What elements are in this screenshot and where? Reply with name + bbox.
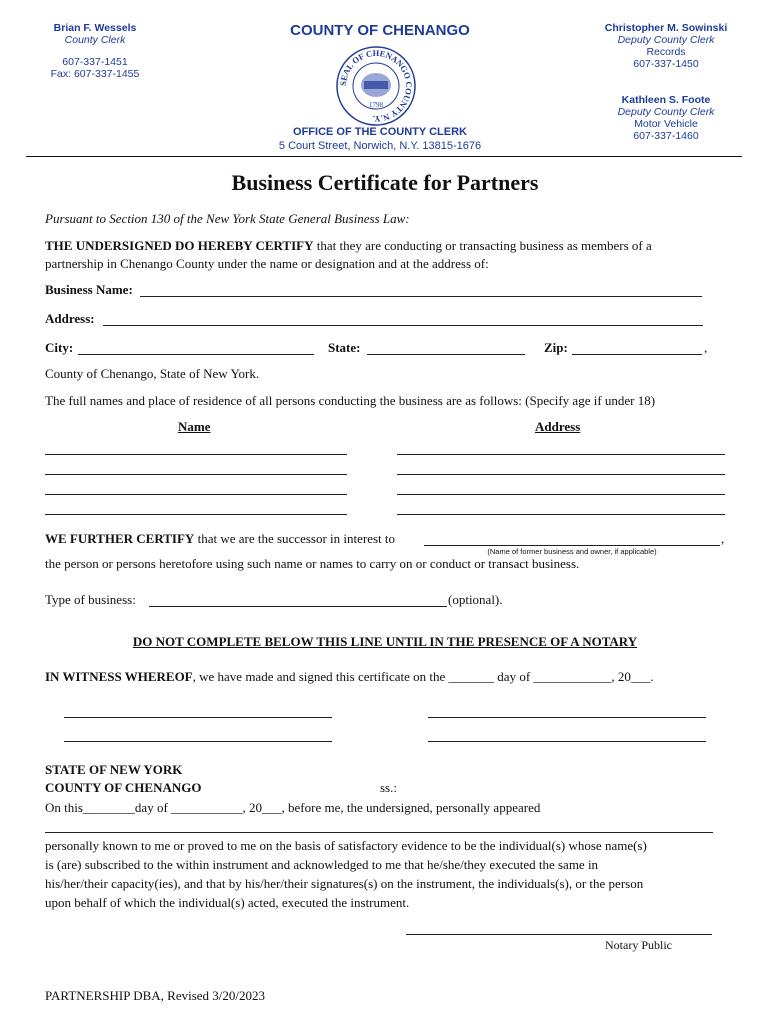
certify-rest: that they are conducting or transacting business as members of a <box>313 238 652 253</box>
state-field[interactable] <box>367 354 525 355</box>
notary-signature-field[interactable] <box>406 934 712 935</box>
office-block <box>240 125 520 153</box>
city-label: City: <box>45 340 74 355</box>
ss-text: ss.: <box>380 780 397 795</box>
former-business-field[interactable] <box>424 545 720 546</box>
partner-address-field[interactable] <box>397 514 725 515</box>
partner-address-field[interactable] <box>397 474 725 475</box>
deputy2-dept: Motor Vehicle <box>634 118 698 130</box>
business-name-field[interactable] <box>140 296 702 297</box>
partner-name-field[interactable] <box>45 454 347 455</box>
deputy1-title: Deputy County Clerk <box>617 34 715 46</box>
city-field[interactable] <box>78 354 314 355</box>
pursuant-text: Pursuant to Section 130 of the New York State General Business Law: <box>45 211 410 226</box>
partner-name-field[interactable] <box>45 494 347 495</box>
deputy1-dept: Records <box>646 46 686 58</box>
clerk-name: Brian F. Wessels <box>53 22 137 34</box>
zip-comma: , <box>704 340 708 355</box>
deputy1-phone: 607-337-1450 <box>633 58 699 70</box>
certify-bold: THE UNDERSIGNED DO HEREBY CERTIFY <box>45 238 314 253</box>
former-business-note: (Name of former business and owner, if applicable) <box>487 547 657 556</box>
county-state-text: County of Chenango, State of New York. <box>45 366 260 381</box>
partner-address-field[interactable] <box>397 494 725 495</box>
address-column-header: Address <box>535 419 581 434</box>
zip-label: Zip: <box>544 340 568 355</box>
certify-line2: partnership in Chenango County under the name or designation and at the address of: <box>45 256 489 271</box>
address-label: Address: <box>45 311 95 326</box>
seal-ring-text: SEAL OF CHENANGO COUNTY N.Y. <box>337 47 415 125</box>
county-heading-venue: COUNTY OF CHENANGO <box>45 780 202 795</box>
type-of-business-label: Type of business: <box>45 592 136 607</box>
type-optional-text: (optional). <box>448 592 503 607</box>
zip-field[interactable] <box>572 354 702 355</box>
clerk-fax: Fax: 607-337-1455 <box>50 68 140 80</box>
form-title: Business Certificate for Partners <box>231 170 539 195</box>
clerk-phone: 607-337-1451 <box>62 56 128 68</box>
deputy2-name: Kathleen S. Foote <box>621 94 711 106</box>
notary-public-label: Notary Public <box>605 938 672 952</box>
clerk-block <box>40 22 150 80</box>
seal-year: 1798 <box>369 101 383 109</box>
form-footer: PARTNERSHIP DBA, Revised 3/20/2023 <box>45 988 266 1003</box>
witness-text: IN WITNESS WHEREOF, we have made and signed this certificate on the _______ day of ____________, 20___. <box>45 669 654 684</box>
partner-address-field[interactable] <box>397 454 725 455</box>
type-of-business-field[interactable] <box>149 606 447 607</box>
deputy2-title: Deputy County Clerk <box>617 106 715 118</box>
business-name-label: Business Name: <box>45 282 133 297</box>
state-heading: STATE OF NEW YORK <box>45 762 183 777</box>
deputy-motor-block <box>598 94 734 142</box>
notary-warning: DO NOT COMPLETE BELOW THIS LINE UNTIL IN THE PRESENCE OF A NOTARY <box>132 634 638 649</box>
deputy-records-block <box>598 22 734 70</box>
name-column-header: Name <box>178 419 211 434</box>
signature-field[interactable] <box>64 741 332 742</box>
signature-field[interactable] <box>64 717 332 718</box>
office-name: OFFICE OF THE COUNTY CLERK <box>293 126 467 138</box>
deputy1-name: Christopher M. Sowinski <box>604 22 728 34</box>
address-field[interactable] <box>103 325 703 326</box>
heretofore-text: the person or persons heretofore using such name or names to carry on or conduct or transact business. <box>45 556 580 571</box>
acknowledgment-paragraph: personally known to me or proved to me on the basis of satisfactory evidence to be the individual(s) whose name(s) is (are) subscribed to the within instrument and acknowledged to me that he/she/they executed the same in his/her/their capacity(ies), and that by his/her/their signatures(s) on the instrument, the individuals(s), or the person upon behalf of which the individual(s) acted, executed the instrument. <box>45 838 647 910</box>
county-heading: COUNTY OF CHENANGO <box>290 22 470 39</box>
deputy2-phone: 607-337-1460 <box>633 130 699 142</box>
state-label: State: <box>328 340 361 355</box>
partner-name-field[interactable] <box>45 514 347 515</box>
further-comma: , <box>721 531 725 546</box>
appeared-name-field[interactable] <box>45 832 713 833</box>
on-this-text: On this________day of ___________, 20___, before me, the undersigned, personally appeared <box>45 800 541 815</box>
clerk-title: County Clerk <box>64 34 126 46</box>
office-address: 5 Court Street, Norwich, N.Y. 13815-1676 <box>278 140 482 152</box>
header-divider <box>26 156 742 157</box>
further-certify-text: WE FURTHER CERTIFY that we are the successor in interest to <box>45 531 396 546</box>
county-seal-icon <box>335 45 417 127</box>
partner-name-field[interactable] <box>45 474 347 475</box>
signature-field[interactable] <box>428 741 706 742</box>
full-names-text: The full names and place of residence of all persons conducting the business are as follows: (Specify age if under 18) <box>45 393 656 408</box>
signature-field[interactable] <box>428 717 706 718</box>
certify-paragraph <box>45 237 745 273</box>
